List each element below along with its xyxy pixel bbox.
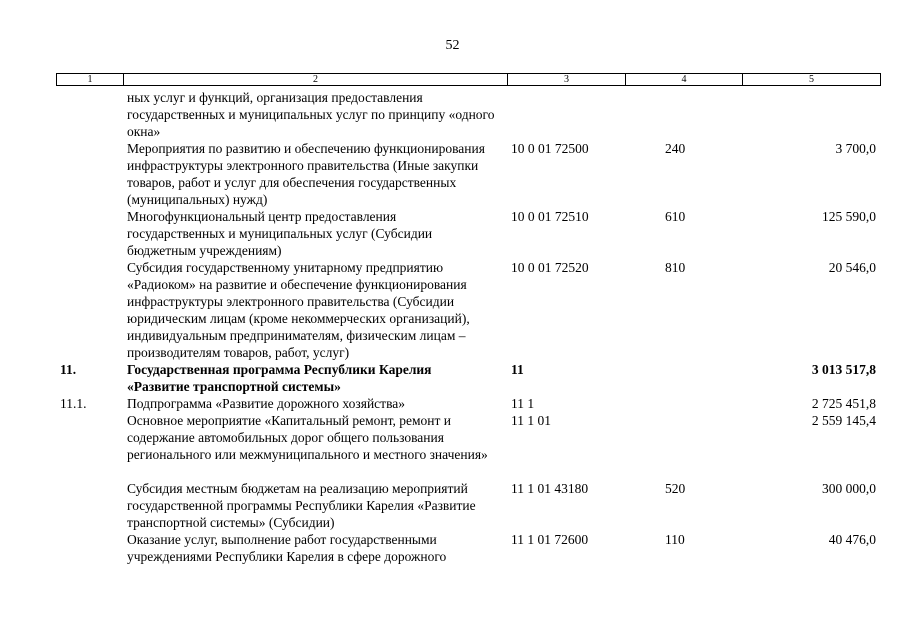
row-number bbox=[56, 208, 123, 259]
row-number bbox=[56, 412, 123, 480]
column-header-table bbox=[56, 73, 881, 86]
row-number: 11.1. bbox=[60, 396, 87, 411]
row-number bbox=[56, 531, 123, 565]
row-code: 10 0 01 72510 bbox=[511, 209, 589, 224]
row-code: 11 1 01 72600 bbox=[511, 532, 589, 547]
row-code bbox=[507, 89, 625, 140]
row-description: ных услуг и функций, организация предоставления государственных и муниципальных услуг по принципу «одного окна» bbox=[127, 90, 495, 139]
table-row bbox=[56, 480, 880, 531]
row-amount: 125 590,0 bbox=[822, 209, 876, 224]
row-description: Основное мероприятие «Капитальный ремонт, ремонт и содержание автомобильных дорог общего пользования регионального или межмуниципального и местного значения» bbox=[127, 413, 488, 462]
row-description: Мероприятия по развитию и обеспечению функционирования инфраструктуры электронного правительства (Иные закупки товаров, работ и услуг для обеспечения государственных (муниципальных) нужд) bbox=[127, 141, 485, 207]
row-code: 10 0 01 72520 bbox=[511, 260, 589, 275]
row-expense-type: 240 bbox=[665, 141, 686, 156]
row-code: 11 1 01 bbox=[511, 413, 551, 428]
table-row bbox=[56, 395, 880, 412]
row-amount: 300 000,0 bbox=[822, 481, 876, 496]
row-description: Подпрограмма «Развитие дорожного хозяйства» bbox=[127, 396, 406, 411]
row-description: Государственная программа Республики Карелия «Развитие транспортной системы» bbox=[127, 362, 432, 394]
row-code: 11 1 bbox=[511, 396, 535, 411]
table-row bbox=[56, 208, 880, 259]
row-expense-type: 520 bbox=[665, 481, 686, 496]
row-number bbox=[56, 259, 123, 361]
column-header-3: 3 bbox=[508, 74, 626, 86]
row-expense-type bbox=[625, 412, 742, 480]
row-number bbox=[56, 480, 123, 531]
row-amount: 20 546,0 bbox=[828, 260, 876, 275]
row-number bbox=[56, 89, 123, 140]
row-code: 11 1 01 43180 bbox=[511, 481, 589, 496]
row-description: Субсидия местным бюджетам на реализацию мероприятий государственной программы Республики Карелия «Развитие транспортной системы» (Субсидии) bbox=[127, 481, 476, 530]
table-row bbox=[56, 89, 880, 140]
row-description: Субсидия государственному унитарному предприятию «Радиоком» на развитие и обеспечение функционирования инфраструктуры электронного правительства (Субсидии юридическим лицам (кроме некоммерческих организаций), индивидуальным предпринимателям, физическим лицам – производителям товаров, работ, услуг) bbox=[127, 260, 470, 360]
column-header-4: 4 bbox=[626, 74, 743, 86]
row-number bbox=[56, 140, 123, 208]
row-expense-type bbox=[625, 395, 742, 412]
row-amount: 40 476,0 bbox=[828, 532, 876, 547]
row-code: 11 bbox=[511, 362, 524, 377]
table-row bbox=[56, 412, 880, 480]
table-row bbox=[56, 140, 880, 208]
table-row bbox=[56, 361, 880, 395]
page-number: 52 bbox=[445, 38, 460, 53]
row-description: Многофункциональный центр предоставления государственных и муниципальных услуг (Субсидии бюджетным учреждениям) bbox=[127, 209, 433, 258]
table-row bbox=[56, 259, 880, 361]
row-expense-type bbox=[625, 361, 742, 395]
table-row bbox=[56, 531, 880, 565]
row-amount bbox=[742, 89, 880, 140]
row-code: 10 0 01 72500 bbox=[511, 141, 589, 156]
row-expense-type: 610 bbox=[665, 209, 686, 224]
column-header-row bbox=[57, 74, 881, 86]
row-amount: 2 725 451,8 bbox=[811, 396, 876, 411]
row-expense-type: 810 bbox=[665, 260, 686, 275]
row-expense-type bbox=[625, 89, 742, 140]
column-header-2: 2 bbox=[124, 74, 508, 86]
budget-table bbox=[56, 89, 880, 565]
row-amount: 3 013 517,8 bbox=[811, 362, 876, 377]
column-header-1: 1 bbox=[57, 74, 124, 86]
row-expense-type: 110 bbox=[665, 532, 685, 547]
row-amount: 2 559 145,4 bbox=[811, 413, 876, 428]
row-description: Оказание услуг, выполнение работ государственными учреждениями Республики Карелия в сфере дорожного bbox=[127, 532, 447, 564]
row-number: 11. bbox=[60, 362, 77, 377]
column-header-5: 5 bbox=[743, 74, 881, 86]
row-amount: 3 700,0 bbox=[835, 141, 876, 156]
